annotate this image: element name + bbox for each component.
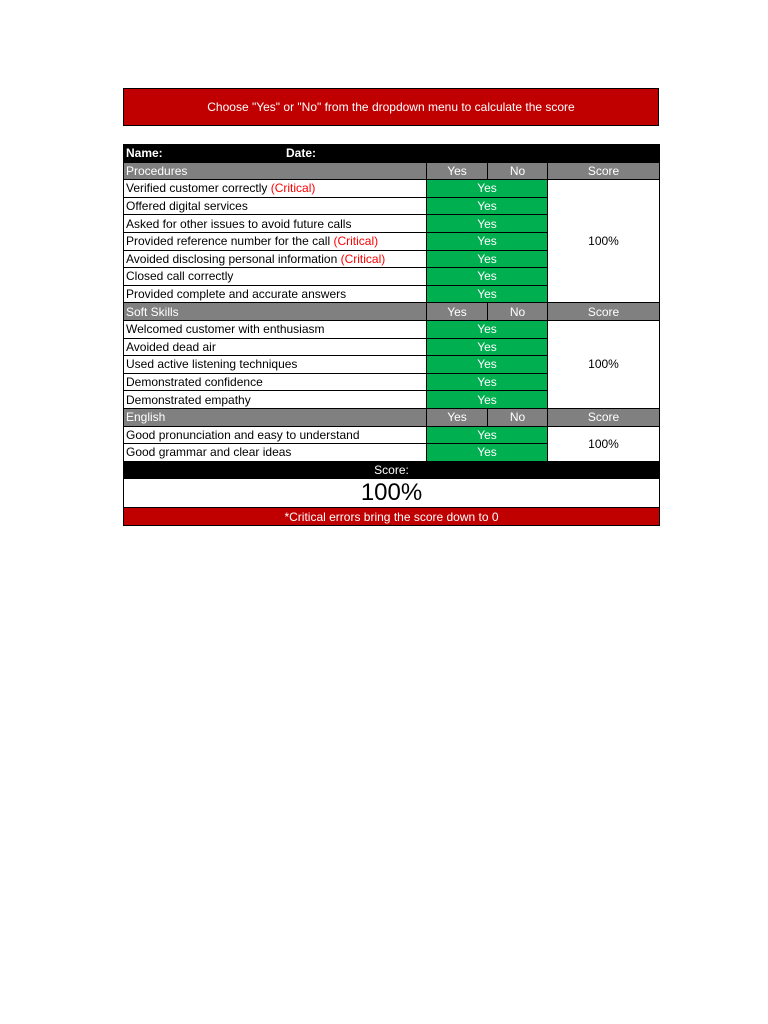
total-score-label: Score: bbox=[124, 461, 660, 479]
checklist-item bbox=[124, 426, 427, 444]
checklist-item-text: Avoided dead air bbox=[126, 339, 216, 354]
checklist-item-text: Good grammar and clear ideas bbox=[126, 445, 292, 460]
checklist-row bbox=[124, 180, 660, 198]
column-yes-header: Yes bbox=[427, 408, 488, 426]
section-header-row bbox=[124, 162, 660, 180]
answer-dropdown[interactable]: Yes bbox=[427, 426, 548, 444]
critical-footnote: *Critical errors bring the score down to 0 bbox=[124, 508, 660, 526]
section-header-row bbox=[124, 408, 660, 426]
checklist-item bbox=[124, 250, 427, 268]
checklist-item-text: Used active listening techniques bbox=[126, 357, 298, 372]
answer-dropdown[interactable]: Yes bbox=[427, 444, 548, 462]
answer-dropdown[interactable]: Yes bbox=[427, 232, 548, 250]
checklist-item-text: Welcomed customer with enthusiasm bbox=[126, 322, 325, 337]
checklist-item bbox=[124, 180, 427, 198]
column-score-header: Score bbox=[548, 303, 660, 321]
section-score: 100% bbox=[548, 426, 660, 461]
checklist-item-text: Good pronunciation and easy to understand bbox=[126, 427, 360, 442]
answer-dropdown[interactable]: Yes bbox=[427, 197, 548, 215]
section-score: 100% bbox=[548, 180, 660, 303]
answer-dropdown[interactable]: Yes bbox=[427, 373, 548, 391]
answer-dropdown[interactable]: Yes bbox=[427, 391, 548, 409]
section-title: Soft Skills bbox=[124, 303, 427, 321]
name-label[interactable]: Name: bbox=[126, 146, 163, 161]
answer-dropdown[interactable]: Yes bbox=[427, 320, 548, 338]
checklist-item-text: Verified customer correctly bbox=[126, 181, 268, 196]
total-score-value-row bbox=[124, 479, 660, 508]
column-no-header: No bbox=[488, 303, 548, 321]
checklist-item bbox=[124, 215, 427, 233]
checklist-item-text: Asked for other issues to avoid future calls bbox=[126, 216, 352, 231]
total-score-value: 100% bbox=[124, 479, 660, 508]
critical-tag: (Critical) bbox=[340, 251, 386, 266]
checklist-item-text: Demonstrated confidence bbox=[126, 375, 263, 390]
critical-tag: (Critical) bbox=[270, 181, 316, 196]
section-score: 100% bbox=[548, 320, 660, 408]
column-no-header: No bbox=[488, 408, 548, 426]
column-score-header: Score bbox=[548, 162, 660, 180]
checklist-item-text: Demonstrated empathy bbox=[126, 392, 251, 407]
column-yes-header: Yes bbox=[427, 162, 488, 180]
checklist-item bbox=[124, 356, 427, 374]
answer-dropdown[interactable]: Yes bbox=[427, 268, 548, 286]
total-score-label-row bbox=[124, 461, 660, 479]
checklist-item bbox=[124, 320, 427, 338]
instruction-banner: Choose "Yes" or "No" from the dropdown menu to calculate the score bbox=[123, 88, 659, 126]
checklist-item bbox=[124, 391, 427, 409]
checklist-item-text: Provided complete and accurate answers bbox=[126, 287, 347, 302]
answer-dropdown[interactable]: Yes bbox=[427, 250, 548, 268]
answer-dropdown[interactable]: Yes bbox=[427, 356, 548, 374]
answer-dropdown[interactable]: Yes bbox=[427, 285, 548, 303]
critical-tag: (Critical) bbox=[333, 234, 379, 249]
checklist-item-text: Closed call correctly bbox=[126, 269, 234, 284]
checklist-row bbox=[124, 426, 660, 444]
checklist-item-text: Offered digital services bbox=[126, 199, 248, 214]
checklist-item-text: Avoided disclosing personal information bbox=[126, 251, 338, 266]
name-date-cell bbox=[124, 145, 660, 163]
section-header-row bbox=[124, 303, 660, 321]
column-no-header: No bbox=[488, 162, 548, 180]
checklist-item bbox=[124, 373, 427, 391]
date-label[interactable]: Date: bbox=[286, 146, 317, 161]
checklist-item bbox=[124, 268, 427, 286]
answer-dropdown[interactable]: Yes bbox=[427, 338, 548, 356]
checklist-item bbox=[124, 444, 427, 462]
answer-dropdown[interactable]: Yes bbox=[427, 215, 548, 233]
checklist-item bbox=[124, 285, 427, 303]
checklist-row bbox=[124, 320, 660, 338]
section-title: Procedures bbox=[124, 162, 427, 180]
section-title: English bbox=[124, 408, 427, 426]
checklist-item bbox=[124, 232, 427, 250]
qa-scorecard-table bbox=[123, 144, 660, 526]
footnote-row bbox=[124, 508, 660, 526]
checklist-item bbox=[124, 197, 427, 215]
column-score-header: Score bbox=[548, 408, 660, 426]
answer-dropdown[interactable]: Yes bbox=[427, 180, 548, 198]
column-yes-header: Yes bbox=[427, 303, 488, 321]
checklist-item bbox=[124, 338, 427, 356]
header-row bbox=[124, 145, 660, 163]
checklist-item-text: Provided reference number for the call bbox=[126, 234, 331, 249]
